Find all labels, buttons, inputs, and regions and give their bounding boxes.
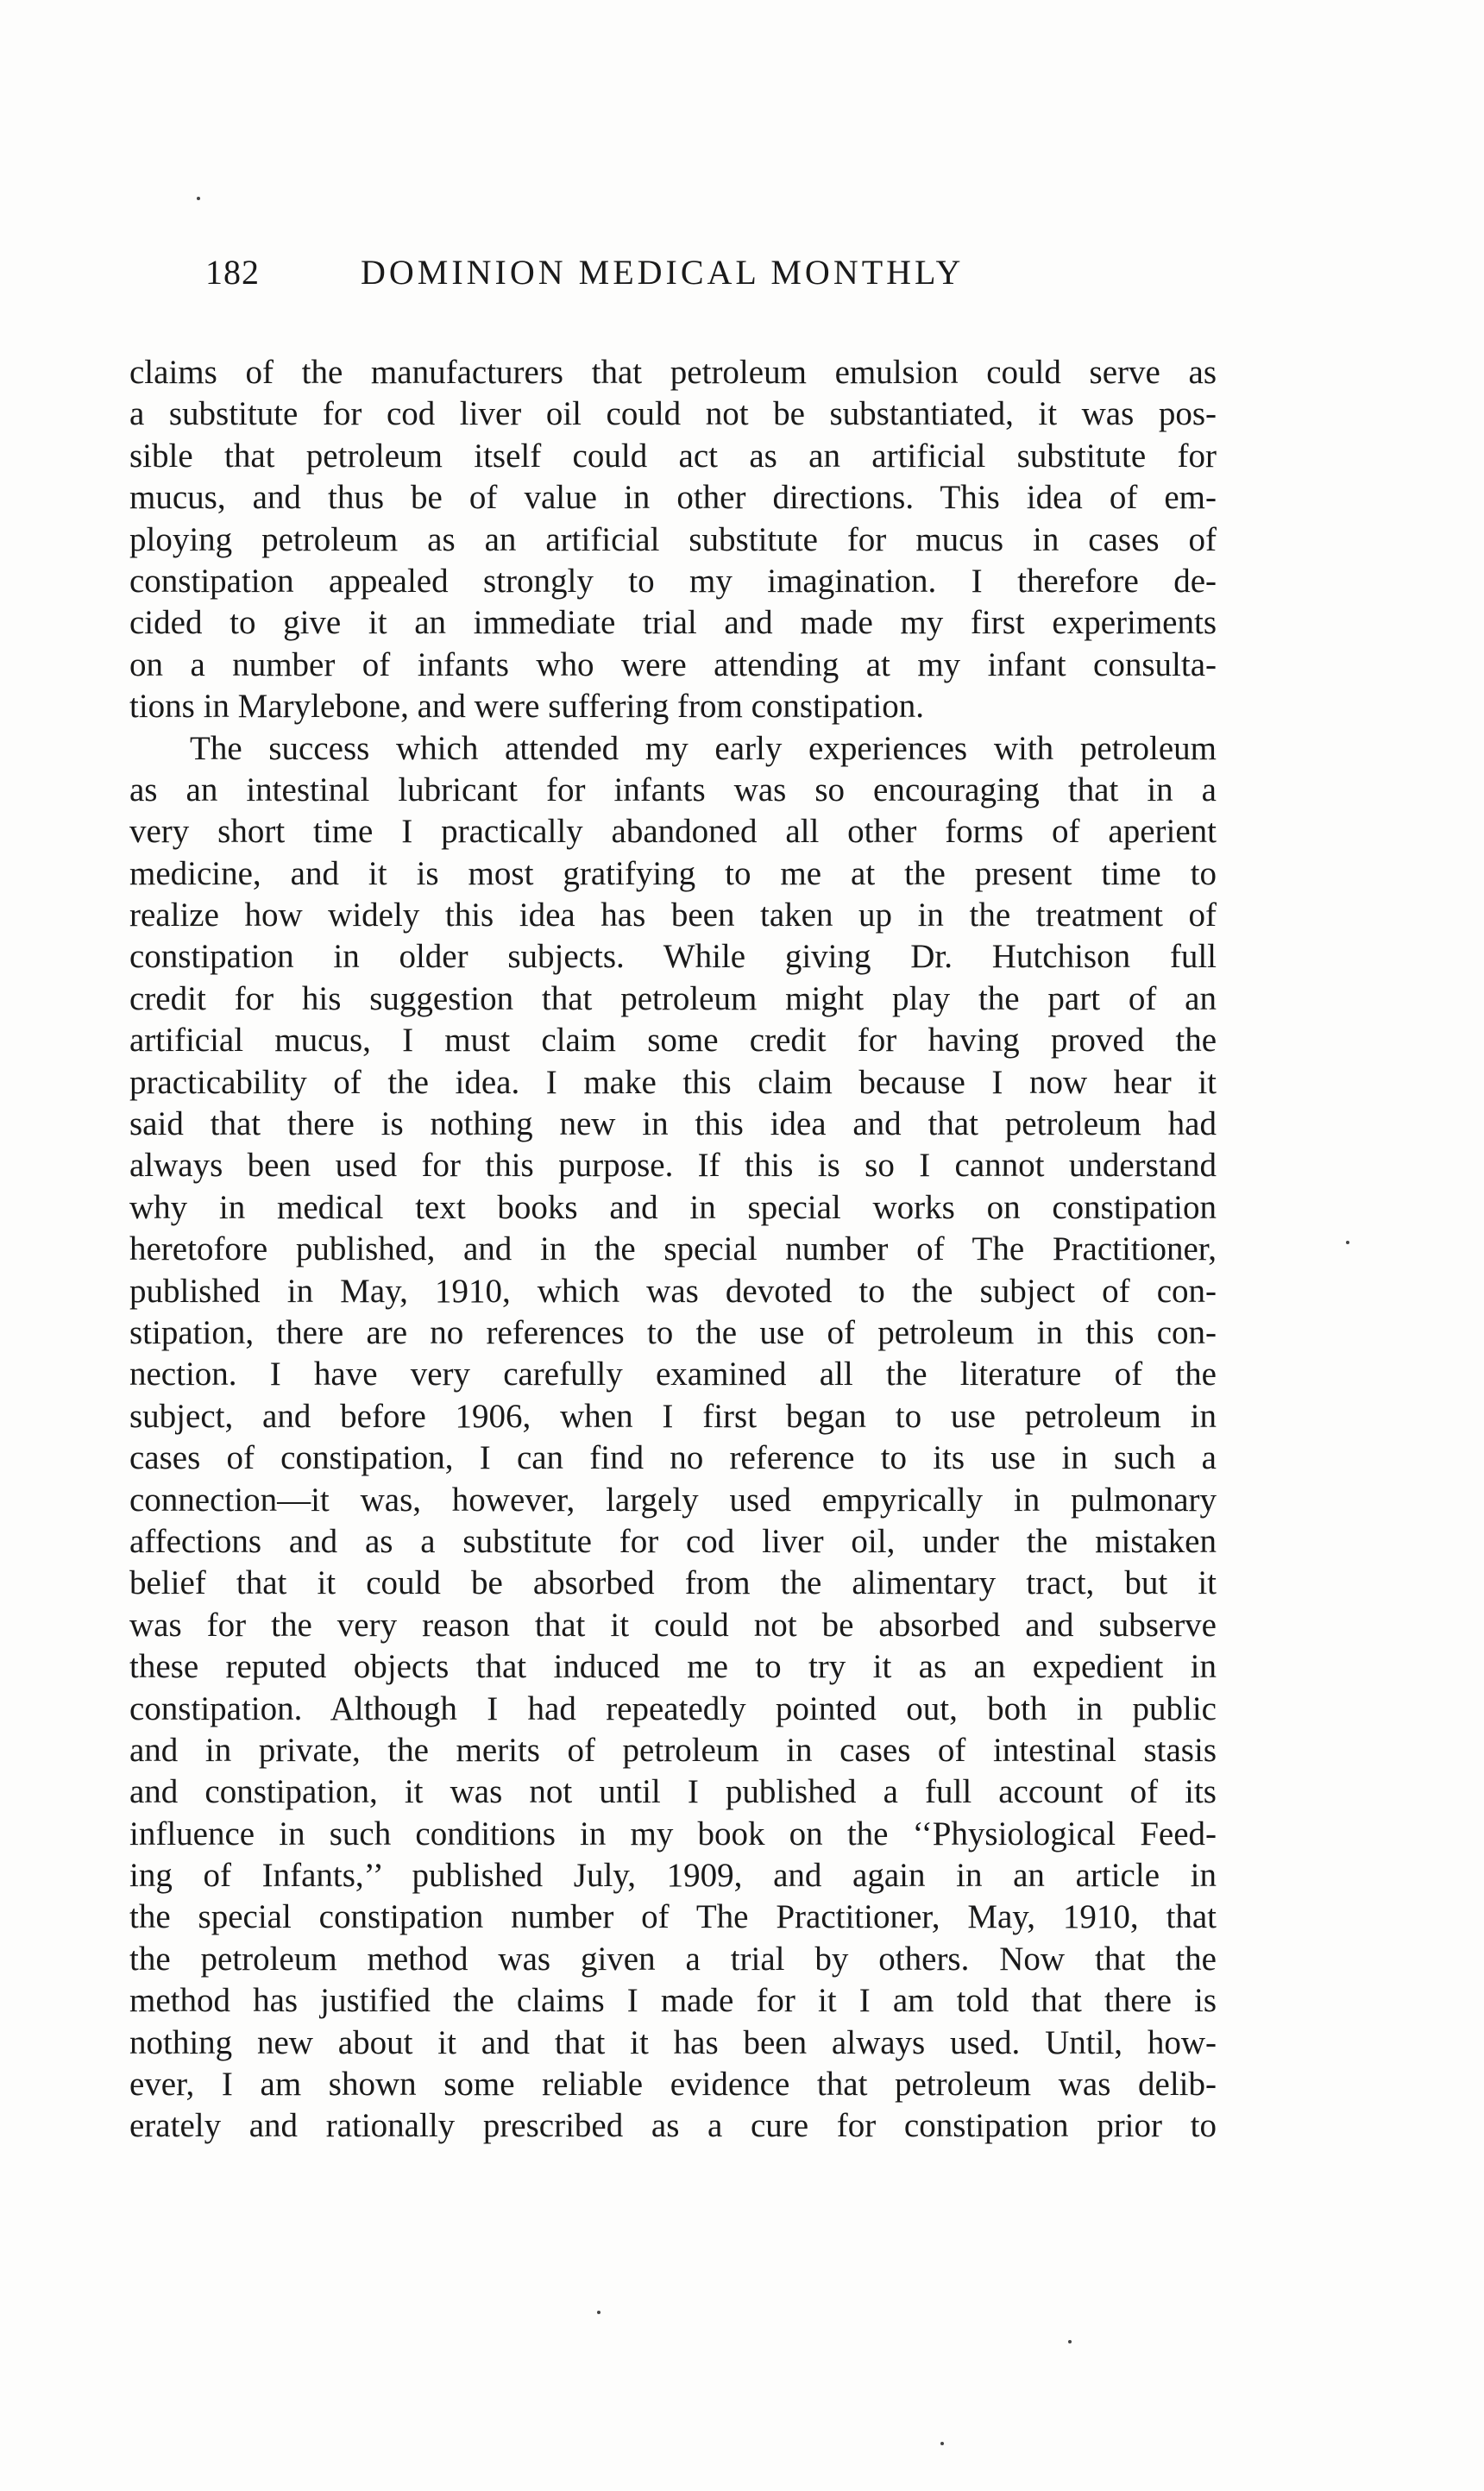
text-line: was for the very reason that it could not be absorbed and subserve bbox=[129, 1606, 1217, 1644]
text-line: said that there is nothing new in this idea and that petroleum had bbox=[129, 1105, 1217, 1143]
text-line: affections and as a substitute for cod liver oil, under the mistaken bbox=[129, 1522, 1217, 1560]
text-line: nothing new about it and that it has been always used. Until, how- bbox=[129, 2023, 1217, 2061]
text-line: erately and rationally prescribed as a cure for constipation prior to bbox=[129, 2107, 1217, 2145]
text-line: very short time I practically abandoned all other forms of aperient bbox=[129, 813, 1217, 851]
body-text bbox=[129, 352, 1217, 2148]
text-line: connection—it was, however, largely used empyrically in pulmonary bbox=[129, 1481, 1217, 1519]
text-line: these reputed objects that induced me to try it as an expedient in bbox=[129, 1648, 1217, 1686]
text-line: cases of constipation, I can find no reference to its use in such a bbox=[129, 1439, 1217, 1477]
text-line: influence in such conditions in my book on the ‘‘Physiological Feed- bbox=[129, 1815, 1217, 1853]
text-line: the petroleum method was given a trial by others. Now that the bbox=[129, 1940, 1217, 1978]
text-line: as an intestinal lubricant for infants was so encouraging that in a bbox=[129, 771, 1217, 808]
paper-speck bbox=[1346, 1241, 1349, 1244]
text-line: stipation, there are no references to the use of petroleum in this con- bbox=[129, 1313, 1217, 1351]
text-line: claims of the manufacturers that petroleum emulsion could serve as bbox=[129, 354, 1217, 391]
text-line: published in May, 1910, which was devoted to the subject of con- bbox=[129, 1272, 1217, 1310]
text-line: belief that it could be absorbed from the alimentary tract, but it bbox=[129, 1564, 1217, 1602]
text-line: always been used for this purpose. If this is so I cannot understand bbox=[129, 1147, 1217, 1185]
text-line: the special constipation number of The Practitioner, May, 1910, that bbox=[129, 1898, 1217, 1936]
text-line: realize how widely this idea has been taken up in the treatment of bbox=[129, 896, 1217, 934]
text-line: constipation appealed strongly to my imagination. I therefore de- bbox=[129, 562, 1217, 600]
running-head: DOMINION MEDICAL MONTHLY bbox=[361, 253, 965, 292]
text-line: nection. I have very carefully examined all the literature of the bbox=[129, 1356, 1217, 1393]
text-line: a substitute for cod liver oil could not be substantiated, it was pos- bbox=[129, 395, 1217, 433]
paper-speck bbox=[1068, 2340, 1072, 2343]
text-line: artificial mucus, I must claim some credit for having proved the bbox=[129, 1022, 1217, 1060]
text-line: mucus, and thus be of value in other directions. This idea of em- bbox=[129, 479, 1217, 517]
page-header bbox=[205, 252, 1206, 304]
text-line: subject, and before 1906, when I first began to use petroleum in bbox=[129, 1397, 1217, 1435]
paper-speck bbox=[940, 2442, 944, 2445]
page-number: 182 bbox=[205, 253, 260, 292]
text-line: medicine, and it is most gratifying to me at the present time to bbox=[129, 854, 1217, 892]
text-line: why in medical text books and in special works on constipation bbox=[129, 1188, 1217, 1226]
text-line: heretofore published, and in the special number of The Practitioner, bbox=[129, 1230, 1217, 1268]
paragraph-first-line: The success which attended my early experiences with petroleum bbox=[190, 729, 1217, 767]
text-line: sible that petroleum itself could act as an artificial substitute for bbox=[129, 437, 1217, 475]
text-line: and constipation, it was not until I published a full account of its bbox=[129, 1773, 1217, 1811]
text-line: practicability of the idea. I make this claim because I now hear it bbox=[129, 1063, 1217, 1101]
text-line: ever, I am shown some reliable evidence that petroleum was delib- bbox=[129, 2066, 1217, 2104]
text-line: and in private, the merits of petroleum in cases of intestinal stasis bbox=[129, 1731, 1217, 1769]
text-line: credit for his suggestion that petroleum might play the part of an bbox=[129, 979, 1217, 1017]
text-line: constipation in older subjects. While giving Dr. Hutchison full bbox=[129, 938, 1217, 976]
text-line: constipation. Although I had repeatedly pointed out, both in public bbox=[129, 1689, 1217, 1727]
paper-speck bbox=[197, 197, 200, 200]
paper-speck bbox=[597, 2311, 601, 2314]
paragraph-end-line: tions in Marylebone, and were suffering from constipation. bbox=[129, 688, 924, 726]
text-line: on a number of infants who were attending at my infant consulta- bbox=[129, 645, 1217, 683]
text-line: method has justified the claims I made for it I am told that there is bbox=[129, 1982, 1217, 2020]
text-line: ploying petroleum as an artificial substitute for mucus in cases of bbox=[129, 520, 1217, 558]
text-line: ing of Infants,’’ published July, 1909, and again in an article in bbox=[129, 1857, 1217, 1895]
text-line: cided to give it an immediate trial and made my first experiments bbox=[129, 604, 1217, 642]
